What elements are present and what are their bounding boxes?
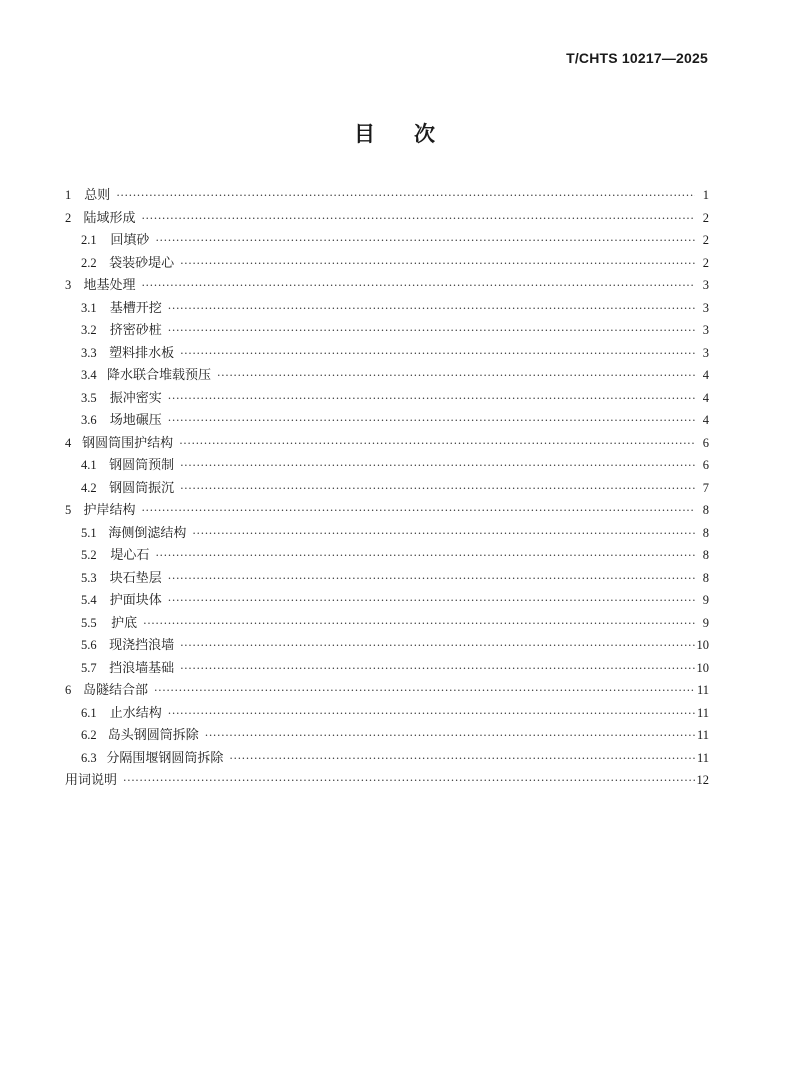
toc-entry-title: 块石垫层: [109, 570, 162, 586]
toc-entry-page-number: 8: [702, 525, 709, 540]
toc-entry-page-number: 12: [696, 773, 709, 787]
toc-entry-number: 3.1: [81, 300, 97, 315]
dot-leader: [166, 594, 695, 607]
dot-leader: [114, 189, 695, 202]
toc-entry[interactable]: [65, 634, 709, 657]
toc-entry[interactable]: [65, 297, 709, 320]
toc-entry-title: 振冲密实: [109, 390, 162, 406]
toc-entry-page-number: 7: [702, 480, 709, 495]
standard-code: T/CHTS 10217—2025: [566, 50, 708, 66]
toc-entry-number: 5.2: [81, 548, 97, 562]
toc-entry[interactable]: [65, 747, 709, 770]
toc-entry-number: 2.1: [81, 233, 97, 247]
toc-entry-number: 6.3: [81, 750, 97, 765]
toc-entry[interactable]: [65, 409, 709, 432]
toc-entry[interactable]: [65, 252, 709, 275]
dot-leader: [139, 504, 695, 517]
toc-entry-title: 钢圆筒预制: [109, 458, 175, 473]
dot-leader: [121, 774, 695, 787]
toc-entry[interactable]: [65, 544, 709, 567]
dot-leader: [166, 572, 695, 585]
toc-entry-number: 6.1: [81, 705, 97, 720]
toc-entry[interactable]: [65, 589, 709, 612]
toc-entry[interactable]: [65, 679, 709, 702]
dot-leader: [139, 212, 695, 225]
toc-entry-number: 3.2: [81, 323, 97, 337]
toc-entry-title: 钢圆筒围护结构: [82, 435, 174, 451]
toc-entry[interactable]: [65, 432, 709, 455]
toc-entry-number: 3.3: [81, 345, 97, 360]
toc-entry[interactable]: [65, 522, 709, 545]
dot-leader: [178, 482, 695, 495]
toc-entry-page-number: 9: [702, 615, 709, 630]
toc-entry-title: 止水结构: [109, 705, 162, 721]
toc-entry-number: 4.1: [81, 458, 97, 472]
toc-entry-title: 降水联合堆载预压: [107, 368, 212, 383]
toc-entry-page-number: 10: [696, 660, 709, 675]
dot-leader: [153, 549, 695, 562]
toc-entry-page-number: 3: [702, 300, 709, 315]
toc-entry-title: 护底: [111, 615, 138, 631]
dot-leader: [203, 729, 695, 742]
dot-leader: [190, 527, 695, 540]
dot-leader: [215, 369, 695, 382]
title-char-2: 次: [414, 122, 436, 146]
toc-entry-number: 5.5: [81, 615, 97, 630]
toc-entry-title: 场地碾压: [109, 413, 162, 428]
toc-entry-title: 回填砂: [110, 233, 150, 248]
toc-entry-number: 6.2: [81, 728, 97, 742]
toc-entry-page-number: 8: [702, 503, 709, 517]
page-title: [0, 118, 790, 148]
toc-entry-number: 5.7: [81, 660, 97, 675]
toc-entry-number: 5.6: [81, 638, 97, 652]
toc-entry[interactable]: [65, 612, 709, 635]
toc-entry-title: 现浇挡浪墙: [109, 638, 175, 653]
dot-leader: [178, 639, 695, 652]
toc-entry-number: 6: [65, 683, 72, 697]
toc-entry-page-number: 3: [702, 323, 709, 337]
dot-leader: [166, 414, 695, 427]
toc-entry-title: 陆域形成: [83, 210, 136, 226]
toc-entry-number: 5: [65, 503, 72, 517]
dot-leader: [166, 302, 695, 315]
dot-leader: [141, 617, 695, 630]
toc-entry-page-number: 11: [696, 728, 709, 742]
dot-leader: [178, 257, 695, 270]
dot-leader: [153, 234, 695, 247]
toc-entry[interactable]: [65, 207, 709, 230]
dot-leader: [178, 459, 695, 472]
dot-leader: [177, 437, 695, 450]
toc-entry-page-number: 4: [702, 390, 709, 405]
toc-entry[interactable]: [65, 342, 709, 365]
toc-entry-number: 3: [65, 278, 72, 292]
toc-entry[interactable]: [65, 702, 709, 725]
toc-entry[interactable]: [65, 454, 709, 477]
toc-entry-title: 挡浪墙基础: [109, 660, 175, 676]
toc-entry-page-number: 11: [696, 750, 709, 765]
dot-leader: [227, 752, 695, 765]
toc-entry[interactable]: [65, 477, 709, 500]
toc-entry-title: 岛头钢圆筒拆除: [107, 728, 199, 743]
toc-entry-page-number: 11: [696, 683, 709, 697]
toc-entry[interactable]: [65, 769, 709, 792]
dot-leader: [166, 324, 695, 337]
toc-entry-number: 3.5: [81, 390, 97, 405]
toc-entry-page-number: 6: [702, 458, 709, 472]
toc-entry-title: 用词说明: [65, 773, 118, 788]
toc-entry-number: 5.3: [81, 570, 97, 585]
toc-entry-title: 堤心石: [110, 548, 150, 563]
dot-leader: [139, 279, 695, 292]
toc-entry-number: 3.6: [81, 413, 97, 427]
toc-entry[interactable]: [65, 724, 709, 747]
toc-entry-title: 基槽开挖: [109, 300, 162, 316]
toc-entry-page-number: 3: [702, 278, 709, 292]
dot-leader: [152, 684, 695, 697]
toc-entry[interactable]: [65, 364, 709, 387]
toc-entry-title: 海侧倒滤结构: [108, 525, 187, 541]
dot-leader: [178, 347, 695, 360]
dot-leader: [166, 392, 695, 405]
toc-entry[interactable]: [65, 657, 709, 680]
toc-entry-page-number: 8: [702, 548, 709, 562]
toc-entry-number: 4.2: [81, 480, 97, 495]
toc-entry-page-number: 3: [702, 345, 709, 360]
toc-entry-number: 5.1: [81, 525, 97, 540]
toc-entry[interactable]: [65, 229, 709, 252]
toc-entry-number: 1: [65, 188, 72, 202]
toc-entry-number: 5.4: [81, 593, 97, 607]
toc-entry-page-number: 11: [696, 705, 709, 720]
toc-entry-page-number: 2: [702, 210, 709, 225]
toc-entry-title: 袋装砂堤心: [109, 255, 175, 271]
toc-entry[interactable]: [65, 499, 709, 522]
toc-entry-page-number: 6: [702, 435, 709, 450]
toc-entry-page-number: 2: [702, 255, 709, 270]
toc-entry-number: 2: [65, 210, 72, 225]
toc-entry-number: 2.2: [81, 255, 97, 270]
toc-entry-title: 地基处理: [83, 278, 136, 293]
toc-entry-title: 钢圆筒振沉: [109, 480, 175, 496]
toc-entry-title: 塑料排水板: [109, 345, 175, 361]
toc-entry-page-number: 2: [702, 233, 709, 247]
toc-entry-number: 4: [65, 435, 72, 450]
toc-entry-page-number: 4: [702, 413, 709, 427]
toc-entry-page-number: 4: [702, 368, 709, 382]
toc-entry-title: 分隔围堰钢圆筒拆除: [106, 750, 224, 766]
table-of-contents: [65, 184, 709, 792]
toc-entry[interactable]: [65, 567, 709, 590]
dot-leader: [166, 707, 695, 720]
dot-leader: [178, 662, 695, 675]
toc-entry-title: 护岸结构: [83, 503, 136, 518]
toc-entry-page-number: 9: [702, 593, 709, 607]
toc-entry-page-number: 1: [702, 188, 709, 202]
toc-entry-page-number: 8: [702, 570, 709, 585]
toc-entry-title: 总则: [84, 188, 111, 203]
toc-entry[interactable]: [65, 274, 709, 297]
toc-entry[interactable]: [65, 387, 709, 410]
toc-entry-title: 护面块体: [109, 593, 162, 608]
toc-entry-title: 岛隧结合部: [83, 683, 149, 698]
toc-entry-page-number: 10: [696, 638, 709, 652]
toc-entry[interactable]: [65, 319, 709, 342]
toc-entry-number: 3.4: [81, 368, 97, 382]
toc-entry-title: 挤密砂桩: [109, 323, 162, 338]
title-char-1: 目: [354, 122, 376, 146]
toc-entry[interactable]: [65, 184, 709, 207]
